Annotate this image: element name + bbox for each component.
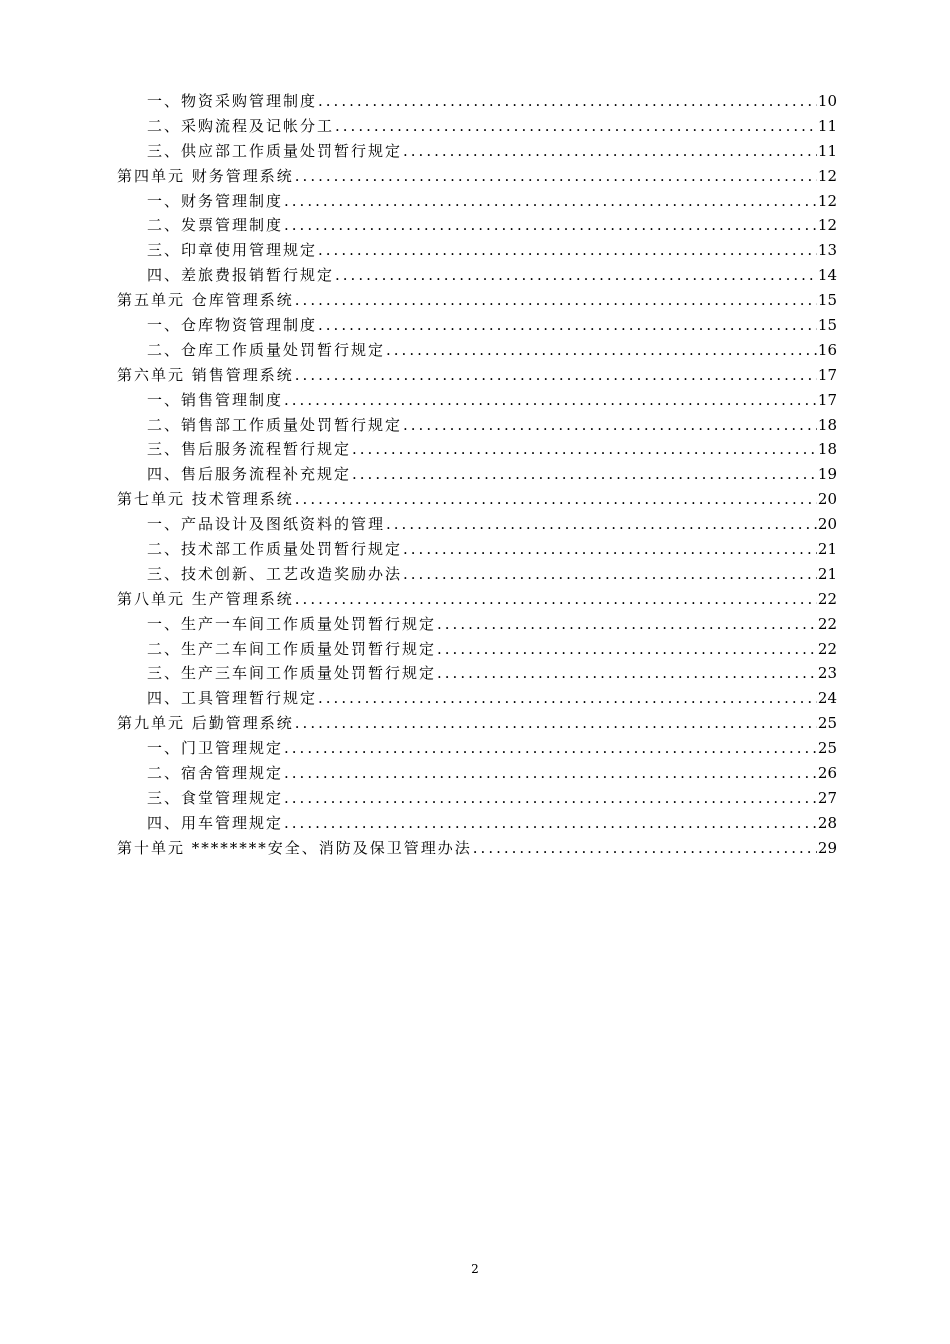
toc-entry[interactable] [117,462,837,487]
toc-entry-page: 12 [817,166,837,185]
toc-entry[interactable] [117,537,837,562]
toc-chapter-entry[interactable] [117,164,837,189]
toc-leader-dots [437,661,817,686]
toc-leader-dots [284,811,817,836]
toc-chapter-entry[interactable] [117,288,837,313]
toc-entry[interactable] [117,338,837,363]
toc-entry-title: 二、销售部工作质量处罚暂行规定 [147,415,403,434]
toc-entry-title: 第五单元 仓库管理系统 [117,291,294,310]
toc-entry-page: 21 [817,564,837,583]
toc-entry-title: 四、工具管理暂行规定 [147,689,318,708]
toc-entry-page: 16 [817,340,837,359]
toc-entry-title: 二、宿舍管理规定 [147,764,284,783]
toc-leader-dots [318,89,817,114]
toc-chapter-entry[interactable] [117,836,837,861]
toc-entry-page: 22 [817,589,837,608]
toc-entry-title: 四、用车管理规定 [147,813,284,832]
toc-leader-dots [295,288,817,313]
toc-entry-page: 14 [817,266,837,285]
toc-entry-page: 13 [817,241,837,260]
toc-entry-page: 22 [817,614,837,633]
toc-entry-title: 三、售后服务流程暂行规定 [147,440,352,459]
toc-entry-page: 12 [817,216,837,235]
toc-entry-title: 一、生产一车间工作质量处罚暂行规定 [147,614,437,633]
table-of-contents [117,89,837,861]
toc-leader-dots [403,562,817,587]
toc-entry-page: 11 [817,116,837,135]
toc-leader-dots [284,736,817,761]
toc-chapter-entry[interactable] [117,487,837,512]
toc-entry-title: 二、采购流程及记帐分工 [147,116,335,135]
toc-leader-dots [284,189,817,214]
toc-leader-dots [318,313,817,338]
toc-entry-title: 第七单元 技术管理系统 [117,490,294,509]
toc-leader-dots [295,164,817,189]
toc-entry-title: 一、门卫管理规定 [147,739,284,758]
toc-entry-page: 28 [817,813,837,832]
toc-entry[interactable] [117,637,837,662]
toc-entry-page: 26 [817,764,837,783]
toc-entry-title: 一、仓库物资管理制度 [147,316,318,335]
toc-entry[interactable] [117,736,837,761]
toc-leader-dots [295,487,817,512]
toc-chapter-entry[interactable] [117,587,837,612]
toc-leader-dots [352,437,817,462]
toc-entry-title: 一、物资采购管理制度 [147,92,318,110]
toc-entry-title: 第十单元 ********安全、消防及保卫管理办法 [117,838,472,857]
toc-entry-page: 22 [817,639,837,658]
toc-entry-title: 三、生产三车间工作质量处罚暂行规定 [147,664,437,683]
toc-entry-title: 二、生产二车间工作质量处罚暂行规定 [147,639,437,658]
toc-entry-page: 29 [817,838,837,857]
toc-leader-dots [403,139,817,164]
toc-entry[interactable] [117,139,837,164]
toc-entry[interactable] [117,263,837,288]
toc-entry[interactable] [117,612,837,637]
toc-leader-dots [386,512,817,537]
toc-chapter-entry[interactable] [117,711,837,736]
toc-entry-title: 一、财务管理制度 [147,191,284,210]
toc-entry-page: 27 [817,788,837,807]
toc-entry-title: 第八单元 生产管理系统 [117,589,294,608]
toc-leader-dots [437,637,817,662]
toc-entry-page: 25 [817,739,837,758]
toc-entry[interactable] [117,89,837,114]
toc-entry[interactable] [117,761,837,786]
toc-entry-page: 21 [817,540,837,559]
toc-leader-dots [318,238,817,263]
toc-entry-title: 二、技术部工作质量处罚暂行规定 [147,540,403,559]
toc-entry-title: 第六单元 销售管理系统 [117,365,294,384]
toc-leader-dots [437,612,817,637]
toc-leader-dots [473,836,817,861]
toc-leader-dots [335,114,817,139]
toc-entry[interactable] [117,686,837,711]
toc-leader-dots [284,213,817,238]
toc-leader-dots [403,413,817,438]
toc-entry[interactable] [117,388,837,413]
toc-entry-title: 四、售后服务流程补充规定 [147,465,352,484]
toc-entry-page: 17 [817,390,837,409]
toc-entry-page: 10 [817,92,837,110]
toc-entry[interactable] [117,786,837,811]
toc-entry-title: 三、印章使用管理规定 [147,241,318,260]
toc-entry-title: 四、差旅费报销暂行规定 [147,266,335,285]
toc-leader-dots [295,587,817,612]
toc-entry-title: 二、发票管理制度 [147,216,284,235]
toc-entry-page: 25 [817,714,837,733]
toc-entry[interactable] [117,512,837,537]
toc-entry-page: 12 [817,191,837,210]
toc-leader-dots [352,462,817,487]
toc-entry-title: 二、仓库工作质量处罚暂行规定 [147,340,386,359]
toc-entry-page: 17 [817,365,837,384]
toc-entry-page: 18 [817,440,837,459]
toc-entry-title: 一、销售管理制度 [147,390,284,409]
toc-entry-title: 第四单元 财务管理系统 [117,166,294,185]
toc-leader-dots [403,537,817,562]
toc-entry-page: 24 [817,689,837,708]
toc-entry[interactable] [117,213,837,238]
toc-entry-page: 19 [817,465,837,484]
toc-entry-title: 三、食堂管理规定 [147,788,284,807]
toc-entry-title: 三、供应部工作质量处罚暂行规定 [147,141,403,160]
page-number: 2 [471,1262,479,1276]
toc-leader-dots [284,786,817,811]
toc-entry-page: 20 [817,515,837,534]
toc-entry-page: 15 [817,316,837,335]
toc-entry[interactable] [117,811,837,836]
toc-leader-dots [335,263,817,288]
toc-entry-page: 18 [817,415,837,434]
toc-entry-page: 23 [817,664,837,683]
toc-entry[interactable] [117,114,837,139]
toc-leader-dots [295,711,817,736]
toc-entry-title: 第九单元 后勤管理系统 [117,714,294,733]
toc-leader-dots [284,761,817,786]
toc-entry-page: 20 [817,490,837,509]
toc-entry-title: 三、技术创新、工艺改造奖励办法 [147,564,403,583]
toc-entry[interactable] [117,562,837,587]
toc-entry[interactable] [117,238,837,263]
toc-entry[interactable] [117,661,837,686]
toc-leader-dots [318,686,817,711]
toc-entry[interactable] [117,437,837,462]
toc-entry-title: 一、产品设计及图纸资料的管理 [147,515,386,534]
toc-entry[interactable] [117,313,837,338]
toc-entry[interactable] [117,413,837,438]
toc-entry-page: 15 [817,291,837,310]
toc-leader-dots [284,388,817,413]
toc-entry-page: 11 [817,141,837,160]
toc-chapter-entry[interactable] [117,363,837,388]
toc-leader-dots [295,363,817,388]
toc-leader-dots [386,338,817,363]
toc-entry[interactable] [117,189,837,214]
